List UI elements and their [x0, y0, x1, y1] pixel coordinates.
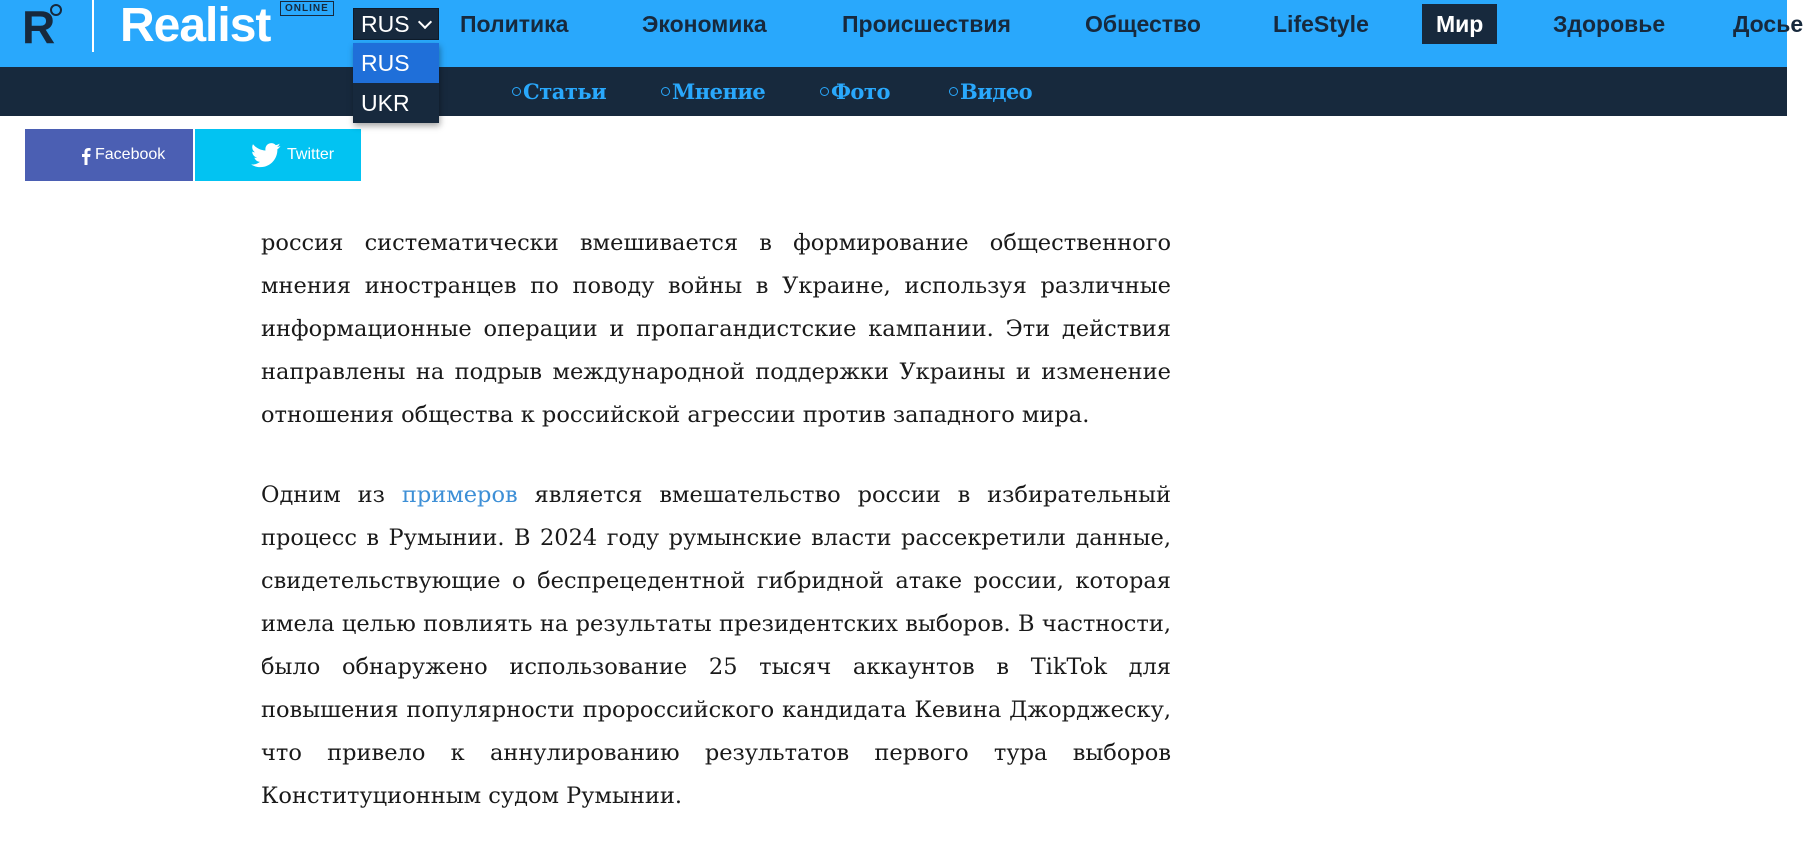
- language-select[interactable]: [353, 8, 439, 40]
- subnav-label: Видео: [960, 79, 1033, 104]
- nav-item-dossier[interactable]: Досье: [1733, 11, 1803, 37]
- logo-online-badge: ONLINE: [280, 1, 334, 16]
- logo-wordmark[interactable]: Realist: [120, 0, 271, 52]
- bullet-icon: [949, 87, 958, 96]
- twitter-icon: [251, 143, 281, 168]
- nav-item-lifestyle[interactable]: LifeStyle: [1273, 11, 1369, 37]
- bullet-icon: [661, 87, 670, 96]
- main-nav: [0, 0, 1803, 48]
- twitter-share-button[interactable]: [195, 129, 361, 181]
- nav-item-economy[interactable]: Экономика: [642, 11, 767, 37]
- language-select-value: RUS: [361, 11, 410, 37]
- subnav-label: Мнение: [672, 79, 766, 104]
- language-option-ukr[interactable]: UKR: [361, 90, 410, 116]
- paragraph-text: Одним из: [261, 482, 402, 508]
- bullet-icon: [512, 87, 521, 96]
- subnav-item-photo[interactable]: [820, 67, 890, 116]
- nav-item-politics[interactable]: Политика: [460, 11, 569, 37]
- paragraph-text: является вмешательство россии в избирательный процесс в Румынии. В 2024 году румынские власти рассекретили данные, свидетельствующие о беспрецедентной гибридной атаке россии, которая имела целью повлиять на результаты президентских выборов. В частности, было обнаружено использование 25 тысяч аккаунтов в TikTok для повышения популярности пророссийского кандидата Кевина Джорджеску, что привело к аннулированию результатов первого тура выборов Конституционным судом Румынии.: [261, 482, 1171, 809]
- article-body: [261, 222, 1171, 855]
- subnav-item-opinion[interactable]: [661, 67, 765, 116]
- logo-mark[interactable]: R: [22, 1, 56, 53]
- facebook-share-label: Facebook: [95, 146, 166, 163]
- subnav-item-articles[interactable]: [512, 67, 606, 116]
- chevron-down-icon: [418, 15, 432, 29]
- bullet-icon: [820, 87, 829, 96]
- facebook-share-button[interactable]: [25, 129, 193, 181]
- article-paragraph: [261, 474, 1171, 818]
- subnav-label: Фото: [831, 79, 890, 104]
- sub-nav: [0, 67, 1787, 116]
- nav-item-health[interactable]: Здоровье: [1553, 11, 1666, 37]
- nav-item-world[interactable]: Мир: [1422, 4, 1497, 44]
- examples-link[interactable]: примеров: [401, 482, 518, 508]
- facebook-icon: [81, 147, 91, 165]
- subnav-item-video[interactable]: [949, 67, 1032, 116]
- site-header: [0, 0, 1803, 67]
- article-paragraph: россия систематически вмешивается в формирование общественного мнения иностранцев по поводу войны в Украине, используя различные информационные операции и пропагандистские кампании. Эти действия направлены на подрыв международной поддержки Украины и изменение отношения общества к российской агрессии против западного мира.: [261, 230, 1171, 428]
- nav-item-incidents[interactable]: Происшествия: [842, 11, 1011, 37]
- language-option-rus[interactable]: RUS: [353, 43, 439, 83]
- nav-item-society[interactable]: Общество: [1085, 11, 1201, 37]
- twitter-share-label: Twitter: [287, 146, 335, 163]
- subnav-label: Статьи: [523, 79, 607, 104]
- language-dropdown: [353, 43, 439, 123]
